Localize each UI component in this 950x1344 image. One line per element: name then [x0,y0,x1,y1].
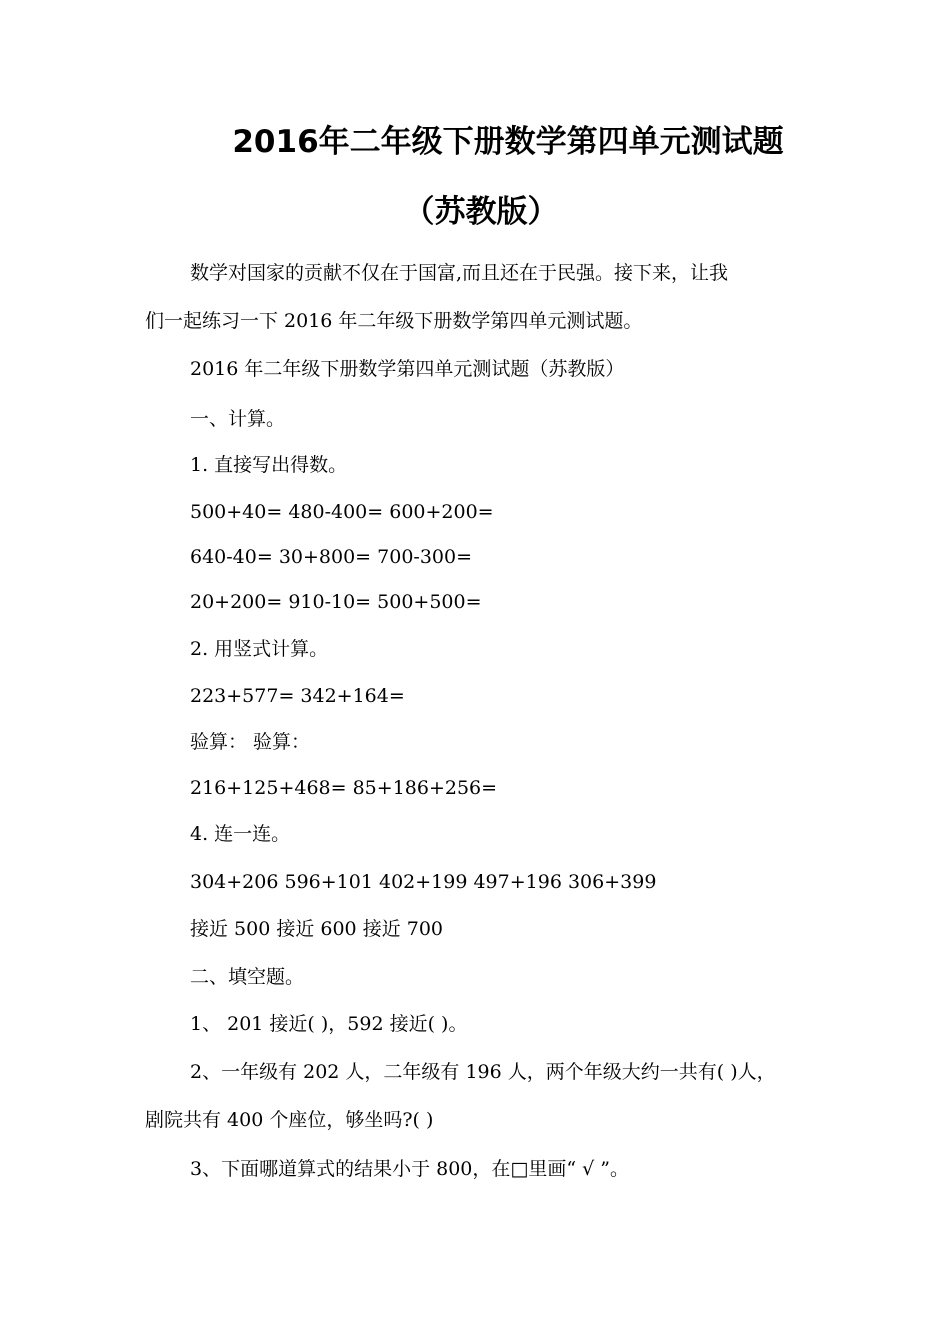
question-2-check-labels: 验算： 验算： [190,731,311,753]
fill-question-1: 1、 201 接近( )，592 接近( )。 [190,1013,468,1035]
section-heading-calculation: 一、计算。 [190,408,286,430]
intro-paragraph-line2: 们一起练习一下 2016 年二年级下册数学第四单元测试题。 [145,310,643,332]
question-1-row: 500+40= 480-400= 600+200= [190,501,494,523]
question-2-title: 2. 用竖式计算。 [190,638,329,660]
question-1-row: 20+200= 910-10= 500+500= [190,591,482,613]
question-1-row: 640-40= 30+800= 700-300= [190,546,473,568]
page-title-edition: （苏教版） [403,194,559,230]
intro-paragraph-line1: 数学对国家的贡献不仅在于国富,而且还在于民强。接下来，让我 [190,262,729,284]
question-1-title: 1. 直接写出得数。 [190,454,348,476]
question-4-expressions: 304+206 596+101 402+199 497+196 306+399 [190,871,657,893]
fill-question-2-line1: 2、一年级有 202 人，二年级有 196 人，两个年级大约一共有( )人， [190,1061,776,1083]
question-2-row: 216+125+468= 85+186+256= [190,777,498,799]
section-heading-fill-blank: 二、填空题。 [190,966,305,988]
question-2-row: 223+577= 342+164= [190,685,405,707]
subtitle: 2016 年二年级下册数学第四单元测试题（苏教版） [190,358,625,380]
page-title: 2016年二年级下册数学第四单元测试题 [232,124,784,160]
fill-question-3: 3、下面哪道算式的结果小于 800，在□里画“ √ ”。 [190,1158,629,1180]
question-4-targets: 接近 500 接近 600 接近 700 [190,918,443,940]
question-4-title: 4. 连一连。 [190,823,291,845]
fill-question-2-line2: 剧院共有 400 个座位，够坐吗?( ) [145,1109,434,1131]
